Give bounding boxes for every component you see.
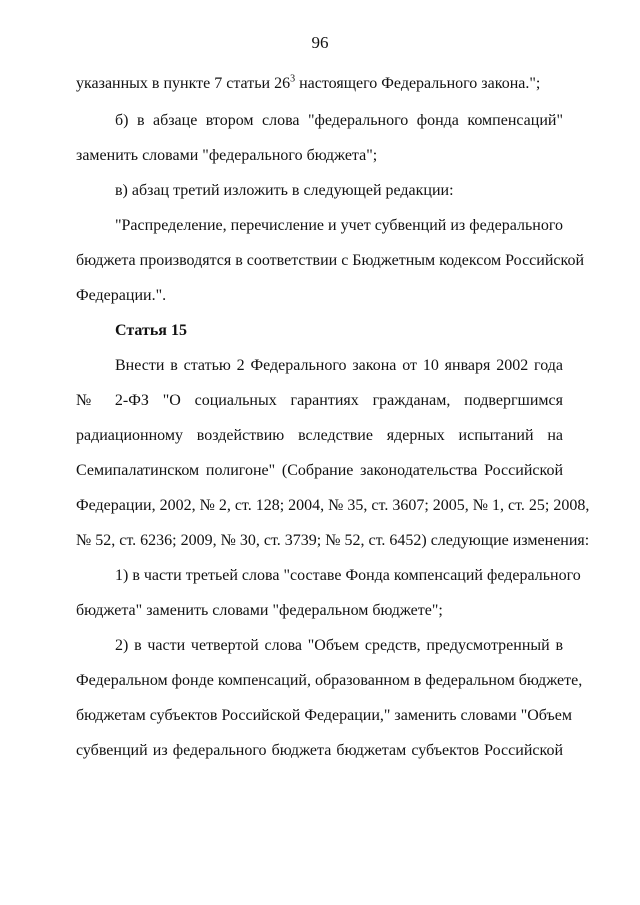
text-line: № 2-ФЗ "О социальных гарантиях гражданам, подвергшимся: [76, 392, 563, 409]
text-line: 1) в части третьей слова "составе Фонда компенсаций федерального: [115, 567, 581, 584]
text-line: Федерации, 2002, № 2, ст. 128; 2004, № 35, ст. 3607; 2005, № 1, ст. 25; 2008,: [76, 497, 590, 514]
text-line: Семипалатинском полигоне" (Собрание законодательства Российской: [76, 462, 563, 479]
text-line: № 52, ст. 6236; 2009, № 30, ст. 3739; № 52, ст. 6452) следующие изменения:: [76, 532, 590, 549]
text-line: субвенций из федерального бюджета бюджетам субъектов Российской: [76, 742, 563, 759]
text-line: Федерации.".: [76, 287, 167, 304]
text-line: б) в абзаце втором слова "федерального фонда компенсаций": [115, 112, 563, 129]
text-line: 2) в части четвертой слова "Объем средств, предусмотренный в: [115, 637, 563, 654]
text-line: бюджетам субъектов Российской Федерации," заменить словами "Объем: [76, 707, 573, 724]
text-line: заменить словами "федерального бюджета";: [76, 147, 378, 164]
text-line: бюджета" заменить словами "федеральном бюджете";: [76, 602, 443, 619]
text-line: "Распределение, перечисление и учет субвенций из федерального: [115, 217, 563, 234]
text-line: указанных в пункте 7 статьи $26^3$ настоящего Федерального закона.";: [76, 73, 541, 92]
text-line: радиационному воздействию вследствие ядерных испытаний на: [76, 427, 563, 444]
page-number: 96: [311, 33, 329, 52]
text-line: Федеральном фонде компенсаций, образованном в федеральном бюджете,: [76, 672, 583, 689]
article-heading: Статья 15: [115, 322, 187, 339]
text-line: Внести в статью 2 Федерального закона от 10 января 2002 года: [115, 357, 563, 374]
text-line: бюджета производятся в соответствии с Бюджетным кодексом Российской: [76, 252, 585, 269]
text-line: в) абзац третий изложить в следующей редакции:: [115, 182, 454, 199]
